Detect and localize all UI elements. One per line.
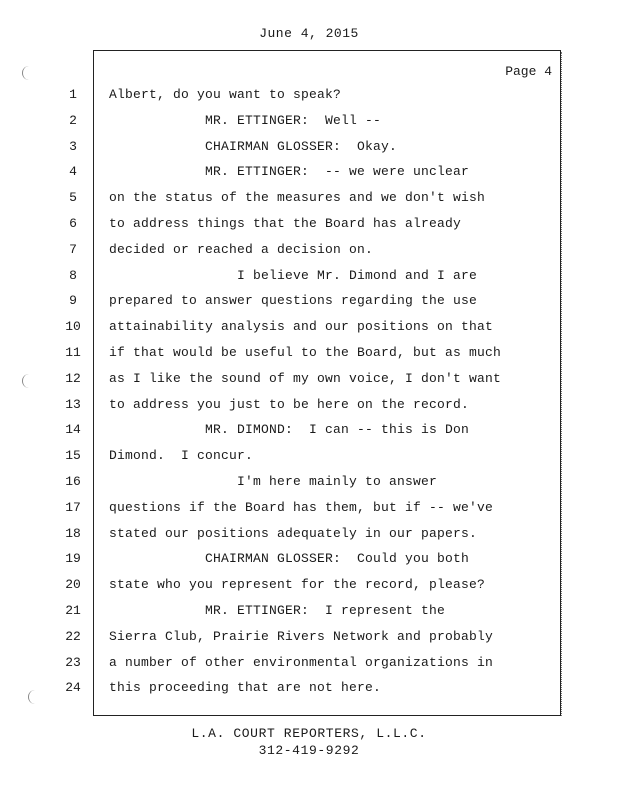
line-number: 12 [65, 370, 81, 386]
line-text: CHAIRMAN GLOSSER: Okay. [109, 138, 398, 154]
line-number: 1 [69, 87, 77, 102]
binder-hole-mark [28, 690, 39, 704]
line-text: CHAIRMAN GLOSSER: Could you both [109, 551, 470, 567]
line-text: I believe Mr. Dimond and I are [109, 267, 478, 283]
line-number: 9 [69, 293, 77, 309]
line-number: 18 [65, 525, 81, 541]
line-number: 3 [69, 138, 77, 154]
line-number: 20 [65, 577, 81, 593]
line-text: Sierra Club, Prairie Rivers Network and probably [109, 628, 494, 644]
line-text: to address things that the Board has already [109, 216, 462, 231]
line-text: attainability analysis and our positions on that [109, 319, 494, 335]
line-number: 14 [65, 422, 81, 438]
line-text: MR. DIMOND: I can -- this is Don [109, 422, 470, 438]
line-number: 5 [69, 190, 77, 206]
header-date: June 4, 2015 [259, 26, 359, 41]
line-number: 19 [65, 551, 81, 567]
line-text: to address you just to be here on the record. [109, 396, 470, 412]
line-text: MR. ETTINGER: Well -- [109, 112, 382, 128]
line-text: Dimond. I concur. [109, 448, 254, 464]
line-number: 8 [69, 267, 77, 283]
line-number: 23 [65, 654, 81, 670]
binder-hole-mark [22, 66, 33, 80]
line-number: 21 [65, 603, 81, 618]
line-text: state who you represent for the record, please? [109, 577, 486, 593]
footer-phone: 312-419-9292 [258, 743, 360, 758]
line-text: MR. ETTINGER: -- we were unclear [109, 164, 470, 180]
line-number: 11 [65, 345, 81, 360]
line-text: Albert, do you want to speak? [109, 87, 342, 102]
line-number: 16 [65, 474, 81, 489]
line-text: MR. ETTINGER: I represent the [109, 603, 446, 618]
binder-hole-mark [22, 374, 33, 388]
line-number: 15 [65, 448, 81, 464]
line-number: 6 [69, 216, 77, 231]
line-text: a number of other environmental organizations in [109, 654, 494, 670]
line-text: stated our positions adequately in our papers. [109, 525, 478, 541]
frame-shadow [561, 52, 564, 716]
line-text: on the status of the measures and we don't wish [109, 190, 486, 206]
line-text: decided or reached a decision on. [109, 241, 374, 257]
line-text: questions if the Board has them, but if -- we've [109, 499, 494, 515]
line-number: 24 [65, 680, 81, 696]
line-number: 7 [69, 241, 77, 257]
page-label: Page 4 [505, 64, 552, 79]
line-text: this proceeding that are not here. [109, 680, 382, 696]
line-text: prepared to answer questions regarding the use [109, 293, 478, 309]
footer-company: L.A. COURT REPORTERS, L.L.C. [191, 726, 427, 741]
line-number: 22 [65, 628, 81, 644]
line-number: 10 [65, 319, 81, 335]
line-number: 4 [69, 164, 77, 180]
line-number: 17 [65, 499, 81, 515]
line-text: as I like the sound of my own voice, I don't want [109, 370, 502, 386]
line-text: if that would be useful to the Board, but as much [109, 345, 502, 360]
line-text: I'm here mainly to answer [109, 474, 438, 489]
line-number: 2 [69, 112, 77, 128]
line-number: 13 [65, 396, 81, 412]
